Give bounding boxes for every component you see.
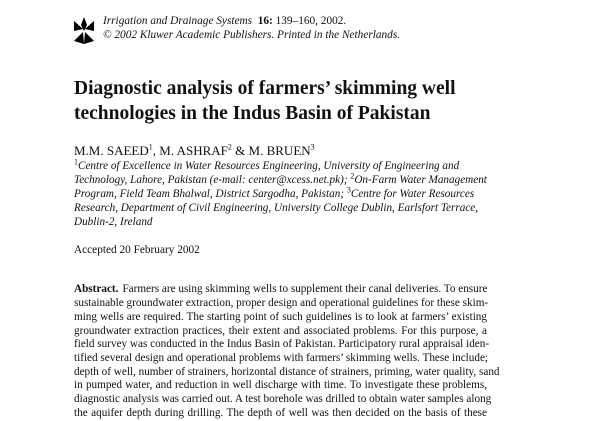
affiliation: Centre for Water Resources Research, Department of Civil Engineering, University College Dublin, Earlsfort Terrace, Dublin-2, Ireland <box>74 188 479 229</box>
abstract-line: ming wells are required. The starting point of such guidelines is to look at farmers’ existing <box>74 310 487 323</box>
affil-sup: 2 <box>350 171 355 181</box>
abstract-line: tified several design and operational problems with farmers’ skimming wells. These include; <box>74 351 489 364</box>
abstract-line <box>74 283 487 297</box>
abstract-text: Farmers are using skimming wells to supplement their canal deliveries. To ensure <box>122 283 488 296</box>
abstract-line: depth of well, number of strainers, horizontal distance of strainers, priming, water quality, sand <box>74 365 500 378</box>
abstract-line: sustainable groundwater extraction, proper design and operational guidelines for these skim- <box>74 297 489 310</box>
author-list <box>74 143 506 158</box>
author-sup: 1 <box>148 142 153 152</box>
journal-citation <box>103 15 400 42</box>
paper-title <box>74 76 456 126</box>
publisher-logo-icon <box>73 17 95 45</box>
abstract <box>74 283 500 420</box>
author-sup: 2 <box>227 142 232 152</box>
copyright-line: © 2002 Kluwer Academic Publishers. Printed in the Netherlands. <box>103 28 401 41</box>
abstract-line: the aquifer depth during drilling. The depth of well was then decided on the basis of these <box>74 406 487 419</box>
journal-pages: 139–160, 2002. <box>275 15 347 27</box>
abstract-line: diagnostic analysis was carried out. A test borehole was drilled to obtain water samples along <box>74 393 492 406</box>
author-sep: , <box>152 143 160 158</box>
affil-sup: 3 <box>346 185 351 195</box>
abstract-label: Abstract. <box>74 283 119 296</box>
author-name: M.M. SAEED <box>74 143 149 158</box>
title-line: Diagnostic analysis of farmers’ skimming well <box>74 78 456 99</box>
journal-volume: 16: <box>257 15 273 27</box>
journal-name: Irrigation and Drainage Systems <box>103 15 253 27</box>
abstract-line: in pumped water, and reduction in well discharge with time. To investigate these problems, <box>74 379 487 392</box>
title-line: technologies in the Indus Basin of Pakistan <box>74 103 431 124</box>
author-name: M. ASHRAF <box>159 143 228 158</box>
affiliations <box>74 159 506 229</box>
abstract-line: field survey was conducted in the Indus Basin of Pakistan. Participatory rural appraisal iden- <box>74 338 490 351</box>
abstract-line: groundwater extraction practices, their extent and associated problems. For this purpose, a <box>74 324 487 337</box>
front-matter <box>74 143 506 421</box>
author-sep: & <box>231 143 249 158</box>
author-sup: 3 <box>310 142 315 152</box>
accepted-date: Accepted 20 February 2002 <box>74 244 200 257</box>
affiliation: On-Farm Water Management Program, Field Team Bhalwal, District Sargodha, Pakistan; <box>74 174 487 201</box>
author-name: M. BRUEN <box>248 143 311 158</box>
affiliation: Centre of Excellence in Water Resources Engineering, University of Engineering and Technology, Lahore, Pakistan (e-mail: center@xcess.net.pk); <box>74 160 460 187</box>
affil-sup: 1 <box>74 157 78 167</box>
